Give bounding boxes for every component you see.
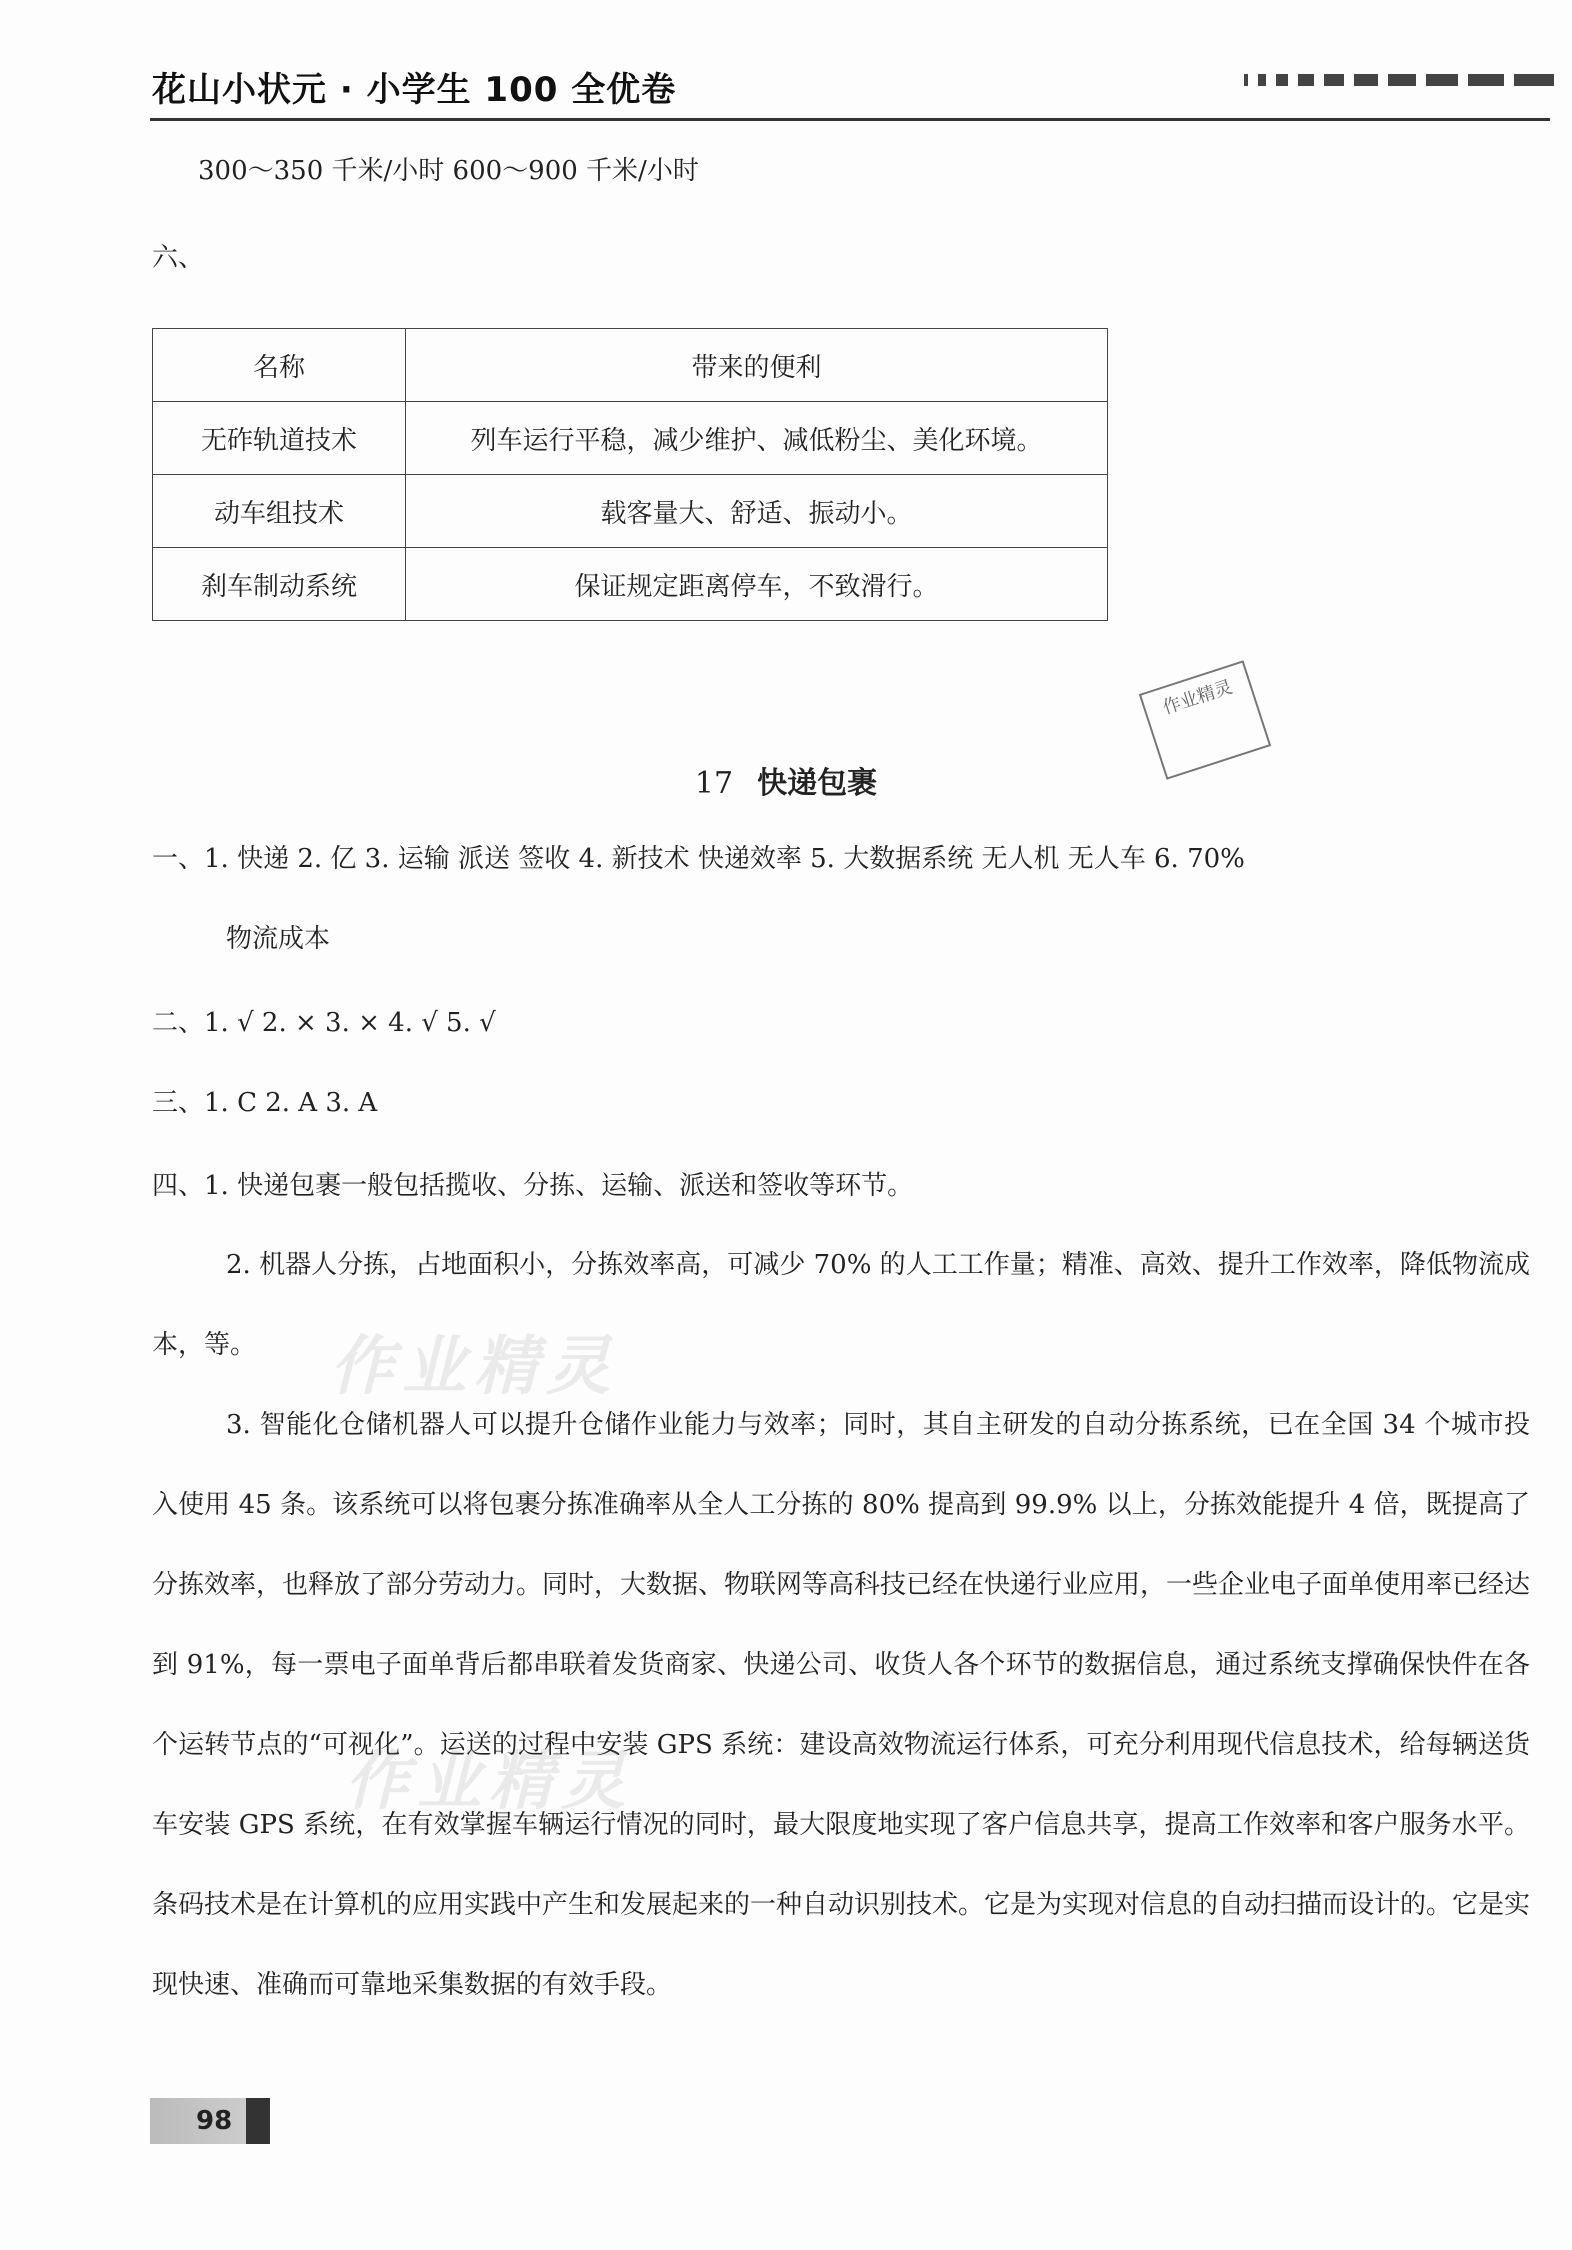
- part4-answer-2: 2. 机器人分拣，占地面积小，分拣效率高，可减少 70% 的人工工作量；精准、高效、提升工作效率，降低物流成本，等。: [152, 1250, 1530, 1360]
- table-cell-name: 动车组技术: [153, 475, 406, 548]
- table-header-name: 名称: [153, 329, 406, 402]
- table-cell-name: 无砟轨道技术: [153, 402, 406, 475]
- table-cell-benefit: 载客量大、舒适、振动小。: [406, 475, 1108, 548]
- part3-answers: 三、1. C 2. A 3. A: [152, 1088, 378, 1118]
- table-row: [153, 402, 1108, 475]
- convenience-table: [152, 328, 1108, 621]
- part4-answer-3: 3. 智能化仓储机器人可以提升仓储作业能力与效率；同时，其自主研发的自动分拣系统，已在全国 34 个城市投入使用 45 条。该系统可以将包裹分拣准确率从全人工分拣的 80% 提高到 99.9% 以上，分拣效能提升 4 倍，既提高了分拣效率，也释放了部分劳动力。同时，大数据、物联网等高科技已经在快递行业应用，一些企业电子面单使用率已经达到 91%，每一票电子面单背后都串联着发货商家、快递公司、收货人各个环节的数据信息，通过系统支撑确保快件在各个运转节点的“可视化”。运送的过程中安装 GPS 系统：建设高效物流运行体系，可充分利用现代信息技术，给每辆送货车安装 GPS 系统，在有效掌握车辆运行情况的同时，最大限度地实现了客户信息共享，提高工作效率和客户服务水平。条码技术是在计算机的应用实践中产生和发展起来的一种自动识别技术。它是为实现对信息的自动扫描而设计的。它是实现快速、准确而可靠地采集数据的有效手段。: [152, 1410, 1531, 2000]
- watermark: 作业精灵: [330, 1330, 618, 1404]
- speed-answer-line: 300～350 千米/小时 600～900 千米/小时: [198, 156, 699, 186]
- page-number: 98: [150, 2098, 270, 2144]
- table-row: [153, 475, 1108, 548]
- book-title: 花山小状元 · 小学生 100 全优卷: [152, 70, 677, 110]
- header-decoration: [1244, 74, 1554, 86]
- header-rule: [150, 118, 1550, 121]
- lesson-number: 17: [694, 766, 734, 801]
- part2-answers: 二、1. √ 2. × 3. × 4. √ 5. √: [152, 1008, 496, 1038]
- table-header-benefit: 带来的便利: [406, 329, 1108, 402]
- lesson-title: [0, 758, 1572, 802]
- stamp-text: 作业精灵: [1160, 676, 1236, 719]
- table-header-row: [153, 329, 1108, 402]
- table-cell-benefit: 保证规定距离停车，不致滑行。: [406, 548, 1108, 621]
- part1-answers-continued: 物流成本: [226, 924, 331, 954]
- table-cell-name: 刹车制动系统: [153, 548, 406, 621]
- part4-answer-1: 四、1. 快递包裹一般包括揽收、分拣、运输、派送和签收等环节。: [152, 1171, 914, 1201]
- table-cell-benefit: 列车运行平稳，减少维护、减低粉尘、美化环境。: [406, 402, 1108, 475]
- watermark: 作业精灵: [345, 1745, 633, 1819]
- section-six-label: 六、: [152, 243, 205, 273]
- part1-answers: 一、1. 快递 2. 亿 3. 运输 派送 签收 4. 新技术 快递效率 5. 大数据系统 无人机 无人车 6. 70%: [152, 844, 1245, 874]
- table-row: [153, 548, 1108, 621]
- lesson-name: 快递包裹: [757, 766, 878, 801]
